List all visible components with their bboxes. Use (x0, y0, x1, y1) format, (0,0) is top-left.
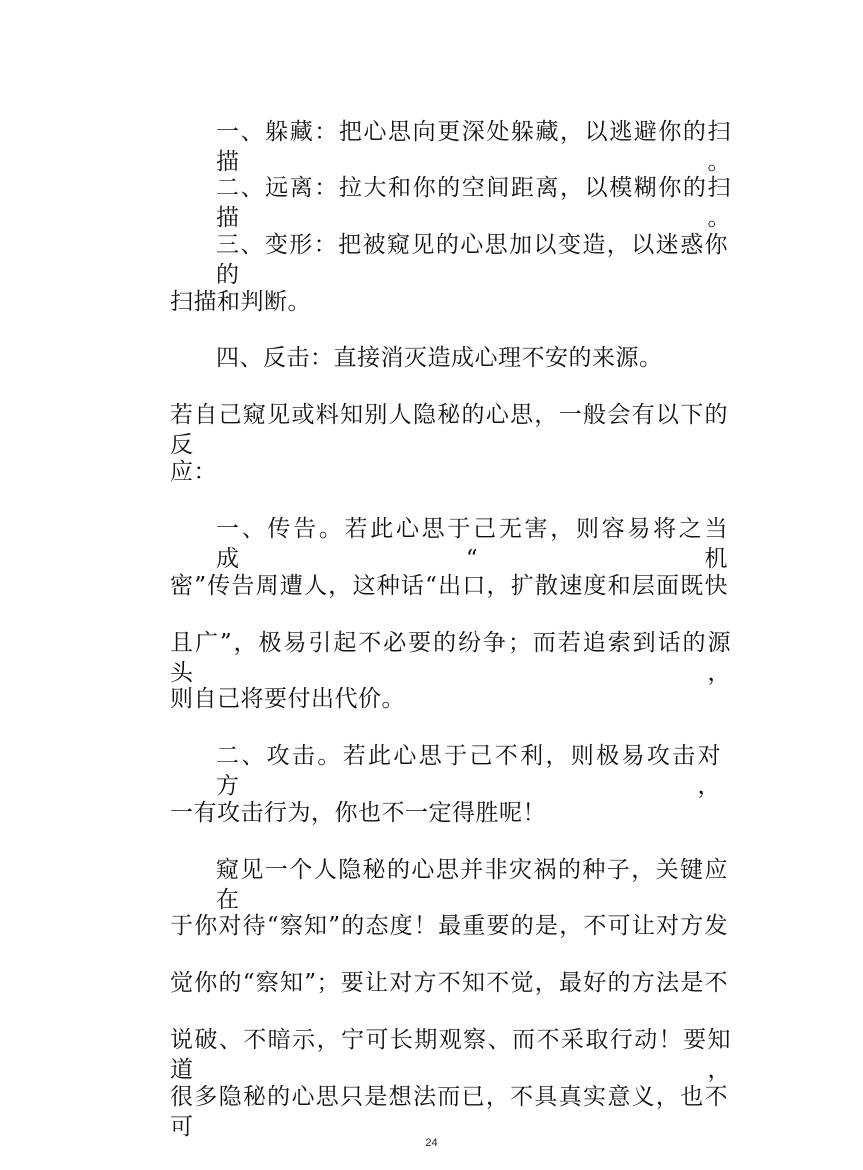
text-line-8: 一、传告。若此心思于己无害，则容易将之当成“机 (216, 516, 728, 572)
text-line-6: 若自己窥见或料知别人隐秘的心思，一般会有以下的反 (170, 402, 728, 458)
text-line-3: 三、变形：把被窥见的心思加以变造，以迷惑你的 (216, 232, 728, 288)
text-line-18: 很多隐秘的心思只是想法而已，不具真实意义，也不可 (170, 1084, 728, 1140)
text-line-14: 窥见一个人隐秘的心思并非灾祸的种子，关键应在 (216, 857, 728, 913)
text-line-11: 则自己将要付出代价。 (170, 686, 405, 712)
text-line-9: 密”传告周遭人，这种话“出口，扩散速度和层面既快 (170, 573, 728, 599)
text-line-2: 二、远离：拉大和你的空间距离，以模糊你的扫描。 (216, 175, 731, 231)
text-line-7: 应： (170, 459, 217, 485)
text-line-13: 一有攻击行为，你也不一定得胜呢！ (170, 800, 546, 826)
text-line-15: 于你对待“察知”的态度！最重要的是，不可让对方发 (170, 913, 728, 939)
text-line-10: 且广”，极易引起不必要的纷争；而若追索到话的源头， (170, 630, 731, 686)
text-line-17: 说破、不暗示，宁可长期观察、而不采取行动！要知道， (170, 1027, 731, 1083)
text-line-16: 觉你的“察知”；要让对方不知不觉，最好的方法是不 (170, 970, 728, 996)
text-line-1: 一、躲藏：把心思向更深处躲藏，以逃避你的扫描。 (216, 119, 731, 175)
page-number: 24 (425, 1137, 438, 1149)
text-line-4: 扫描和判断。 (170, 289, 311, 315)
text-line-5: 四、反击：直接消灭造成心理不安的来源。 (216, 345, 663, 371)
text-line-12: 二、攻击。若此心思于己不利，则极易攻击对方， (216, 743, 721, 799)
